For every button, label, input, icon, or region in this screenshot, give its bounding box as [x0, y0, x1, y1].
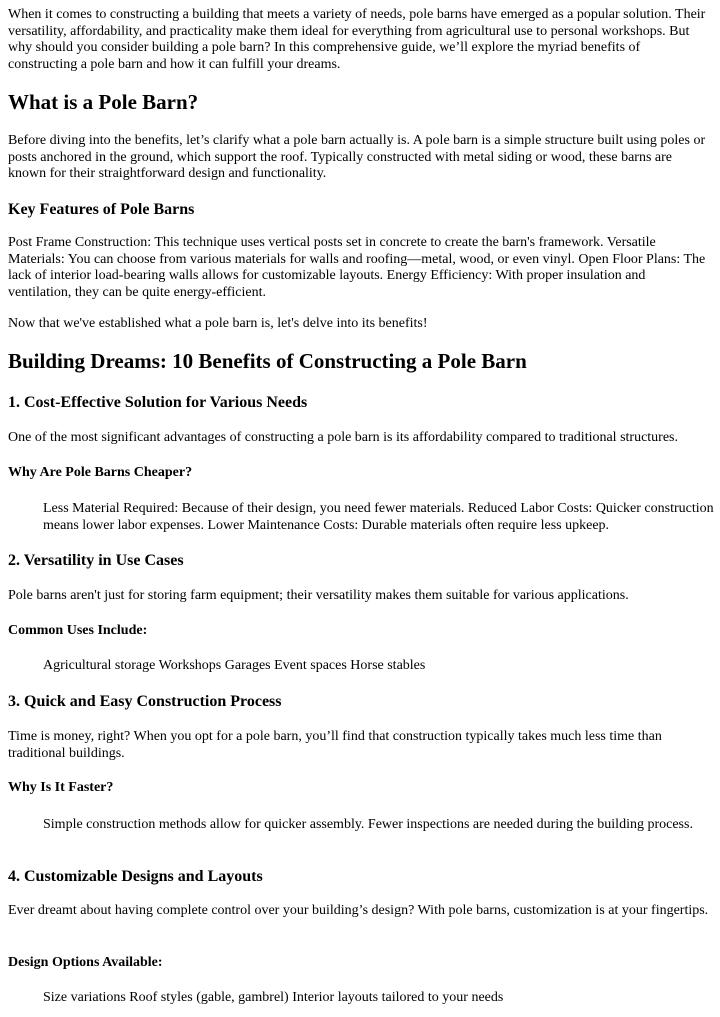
key-features-heading: Key Features of Pole Barns — [8, 201, 195, 218]
key-features-list: Post Frame Construction: This technique uses vertical posts set in concrete to create the barn's framework. Versatile Materials: You can choose from various materials for walls and roofing—metal, wood, or even vinyl. Open Floor Plans: The lack of interior load-bearing walls allows for customizable layouts. Energy Efficiency: With proper insulation and ventilation, they can be quite energy-efficient. — [8, 235, 706, 300]
benefit-2-subheading: Common Uses Include: — [8, 623, 148, 638]
transition-paragraph: Now that we've established what a pole barn is, let's delve into its benefits! — [8, 316, 428, 331]
benefit-1-paragraph: One of the most significant advantages of constructing a pole barn is its affordability compared to traditional structures. — [8, 430, 679, 445]
benefit-4-subheading: Design Options Available: — [8, 955, 163, 970]
what-is-paragraph: Before diving into the benefits, let’s clarify what a pole barn actually is. A pole barn is a simple structure built using poles or posts anchored in the ground, which support the roof. Typically constructed with metal siding or wood, these barns are known for their straightforward design and functionality. — [8, 133, 706, 181]
benefit-4-list: Size variations Roof styles (gable, gambrel) Interior layouts tailored to your needs — [43, 990, 504, 1005]
benefit-2-list: Agricultural storage Workshops Garages Event spaces Horse stables — [43, 658, 426, 673]
benefit-4-paragraph: Ever dreamt about having complete control over your building’s design? With pole barns, customization is at your fingertips. — [8, 903, 709, 918]
what-is-heading: What is a Pole Barn? — [8, 90, 199, 114]
benefit-2-heading: 2. Versatility in Use Cases — [8, 552, 184, 569]
benefit-3-list: Simple construction methods allow for quicker assembly. Fewer inspections are needed during the building process. — [43, 817, 693, 832]
intro-paragraph: When it comes to constructing a building that meets a variety of needs, pole barns have emerged as a popular solution. Their versatility, affordability, and practicality make them ideal for everything from agricultural use to personal workshops. But why should you consider building a pole barn? In this comprehensive guide, we’ll explore the myriad benefits of constructing a pole barn and how it can fulfill your dreams. — [8, 7, 706, 72]
benefit-4-heading: 4. Customizable Designs and Layouts — [8, 868, 263, 885]
benefit-1-subheading: Why Are Pole Barns Cheaper? — [8, 465, 193, 480]
benefit-1-heading: 1. Cost-Effective Solution for Various Needs — [8, 394, 308, 411]
benefit-1-list: Less Material Required: Because of their design, you need fewer materials. Reduced Labor Costs: Quicker construction means lower labor expenses. Lower Maintenance Costs: Durable materials often require less upkeep. — [43, 501, 714, 533]
benefits-heading: Building Dreams: 10 Benefits of Constructing a Pole Barn — [8, 349, 527, 373]
benefit-3-heading: 3. Quick and Easy Construction Process — [8, 693, 282, 710]
benefit-3-paragraph: Time is money, right? When you opt for a pole barn, you’ll find that construction typically takes much less time than traditional buildings. — [8, 729, 662, 761]
benefit-2-paragraph: Pole barns aren't just for storing farm equipment; their versatility makes them suitable for various applications. — [8, 588, 629, 603]
benefit-3-subheading: Why Is It Faster? — [8, 780, 114, 795]
